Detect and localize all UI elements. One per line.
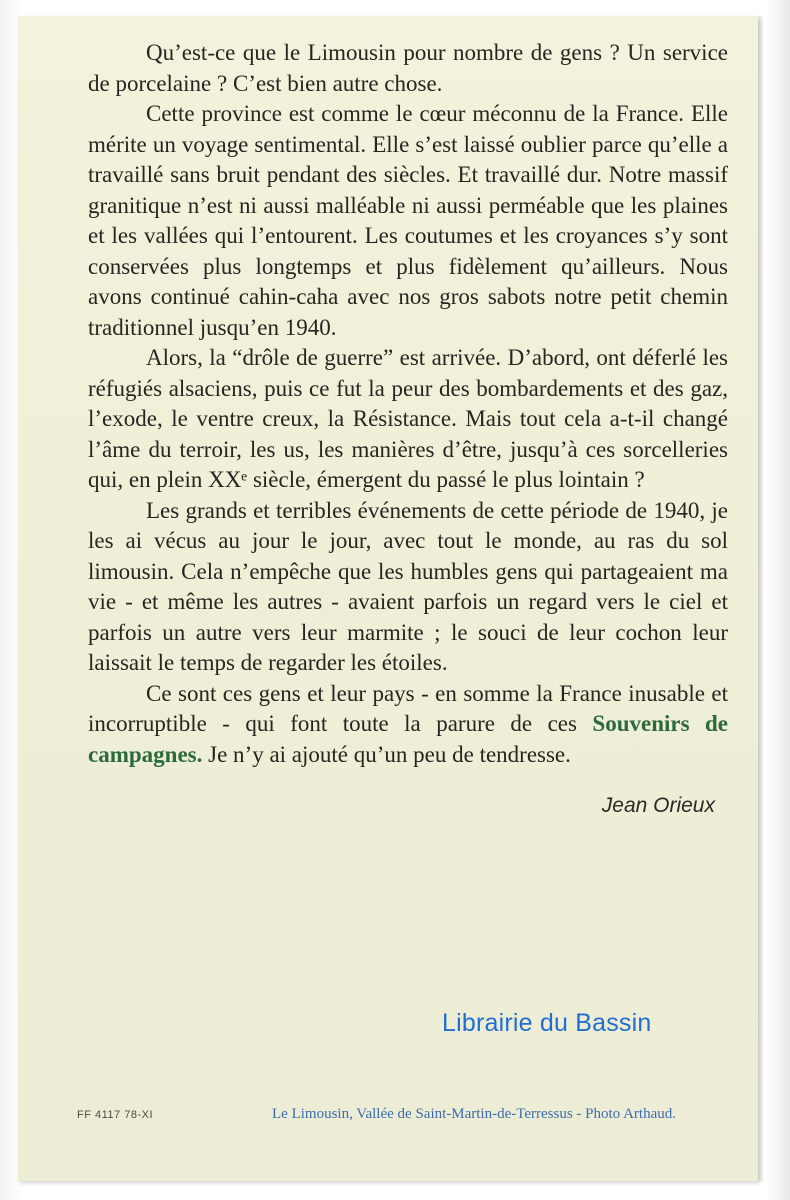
paragraph-3: Alors, la “drôle de guerre” est arrivée. D’abord, ont déferlé les réfugiés alsaciens, puis ce fut la peur des bombardements et des gaz, l’exode, le ventre creux, la Résistance. Mais tout cela a-t-il changé l’âme du terroir, les us, les manières d’être, jusqu’à ces sorcelleries qui, en plein XXᵉ siècle, émergent du passé le plus lointain ?: [88, 345, 728, 492]
blurb-text: [88, 38, 728, 770]
book-title: Souvenirs de campagnes.: [88, 711, 728, 767]
photo-credit: Le Limousin, Vallée de Saint-Martin-de-Terressus - Photo Arthaud.: [272, 1106, 677, 1122]
paragraph-5: [88, 679, 728, 771]
paragraph-1: Qu’est-ce que le Limousin pour nombre de gens ? Un service de porcelaine ? C’est bien autre chose.: [88, 40, 728, 96]
author-signature: Jean Orieux: [601, 794, 715, 817]
paragraph-2: Cette province est comme le cœur méconnu de la France. Elle mérite un voyage sentimental. Elle s’est laissé oublier parce qu’elle a travaillé sans bruit pendant des siècles. Et travaillé dur. Notre massif granitique n’est ni aussi malléable ni aussi perméable que les plaines et les vallées qui l’entourent. Les coutumes et les croyances s’y sont conservées plus longtemps et plus fidèlement qu’ailleurs. Nous avons continué cahin-caha avec nos gros sabots notre petit chemin traditionnel jusqu’en 1940.: [88, 101, 728, 340]
paragraph-5-end: Je n’y ai ajouté qu’un peu de tendresse.: [202, 741, 571, 767]
paragraph-5-start: Ce sont ces gens et leur pays - en somme la France inusable et incorruptible - qui font toute la parure de ces: [88, 680, 728, 736]
catalog-code: FF 4117 78-XI: [77, 1109, 153, 1121]
paragraph-4: Les grands et terribles événements de cette période de 1940, je les ai vécus au jour le jour, avec tout le monde, au ras du sol limousin. Cela n’empêche que les humbles gens qui partageaient ma vie - et même les autres - avaient parfois un regard vers le ciel et parfois un autre vers leur marmite ; le souci de leur cochon leur laissait le temps de regarder les étoiles.: [88, 497, 728, 675]
bookseller-stamp: Librairie du Bassin: [442, 1009, 652, 1037]
